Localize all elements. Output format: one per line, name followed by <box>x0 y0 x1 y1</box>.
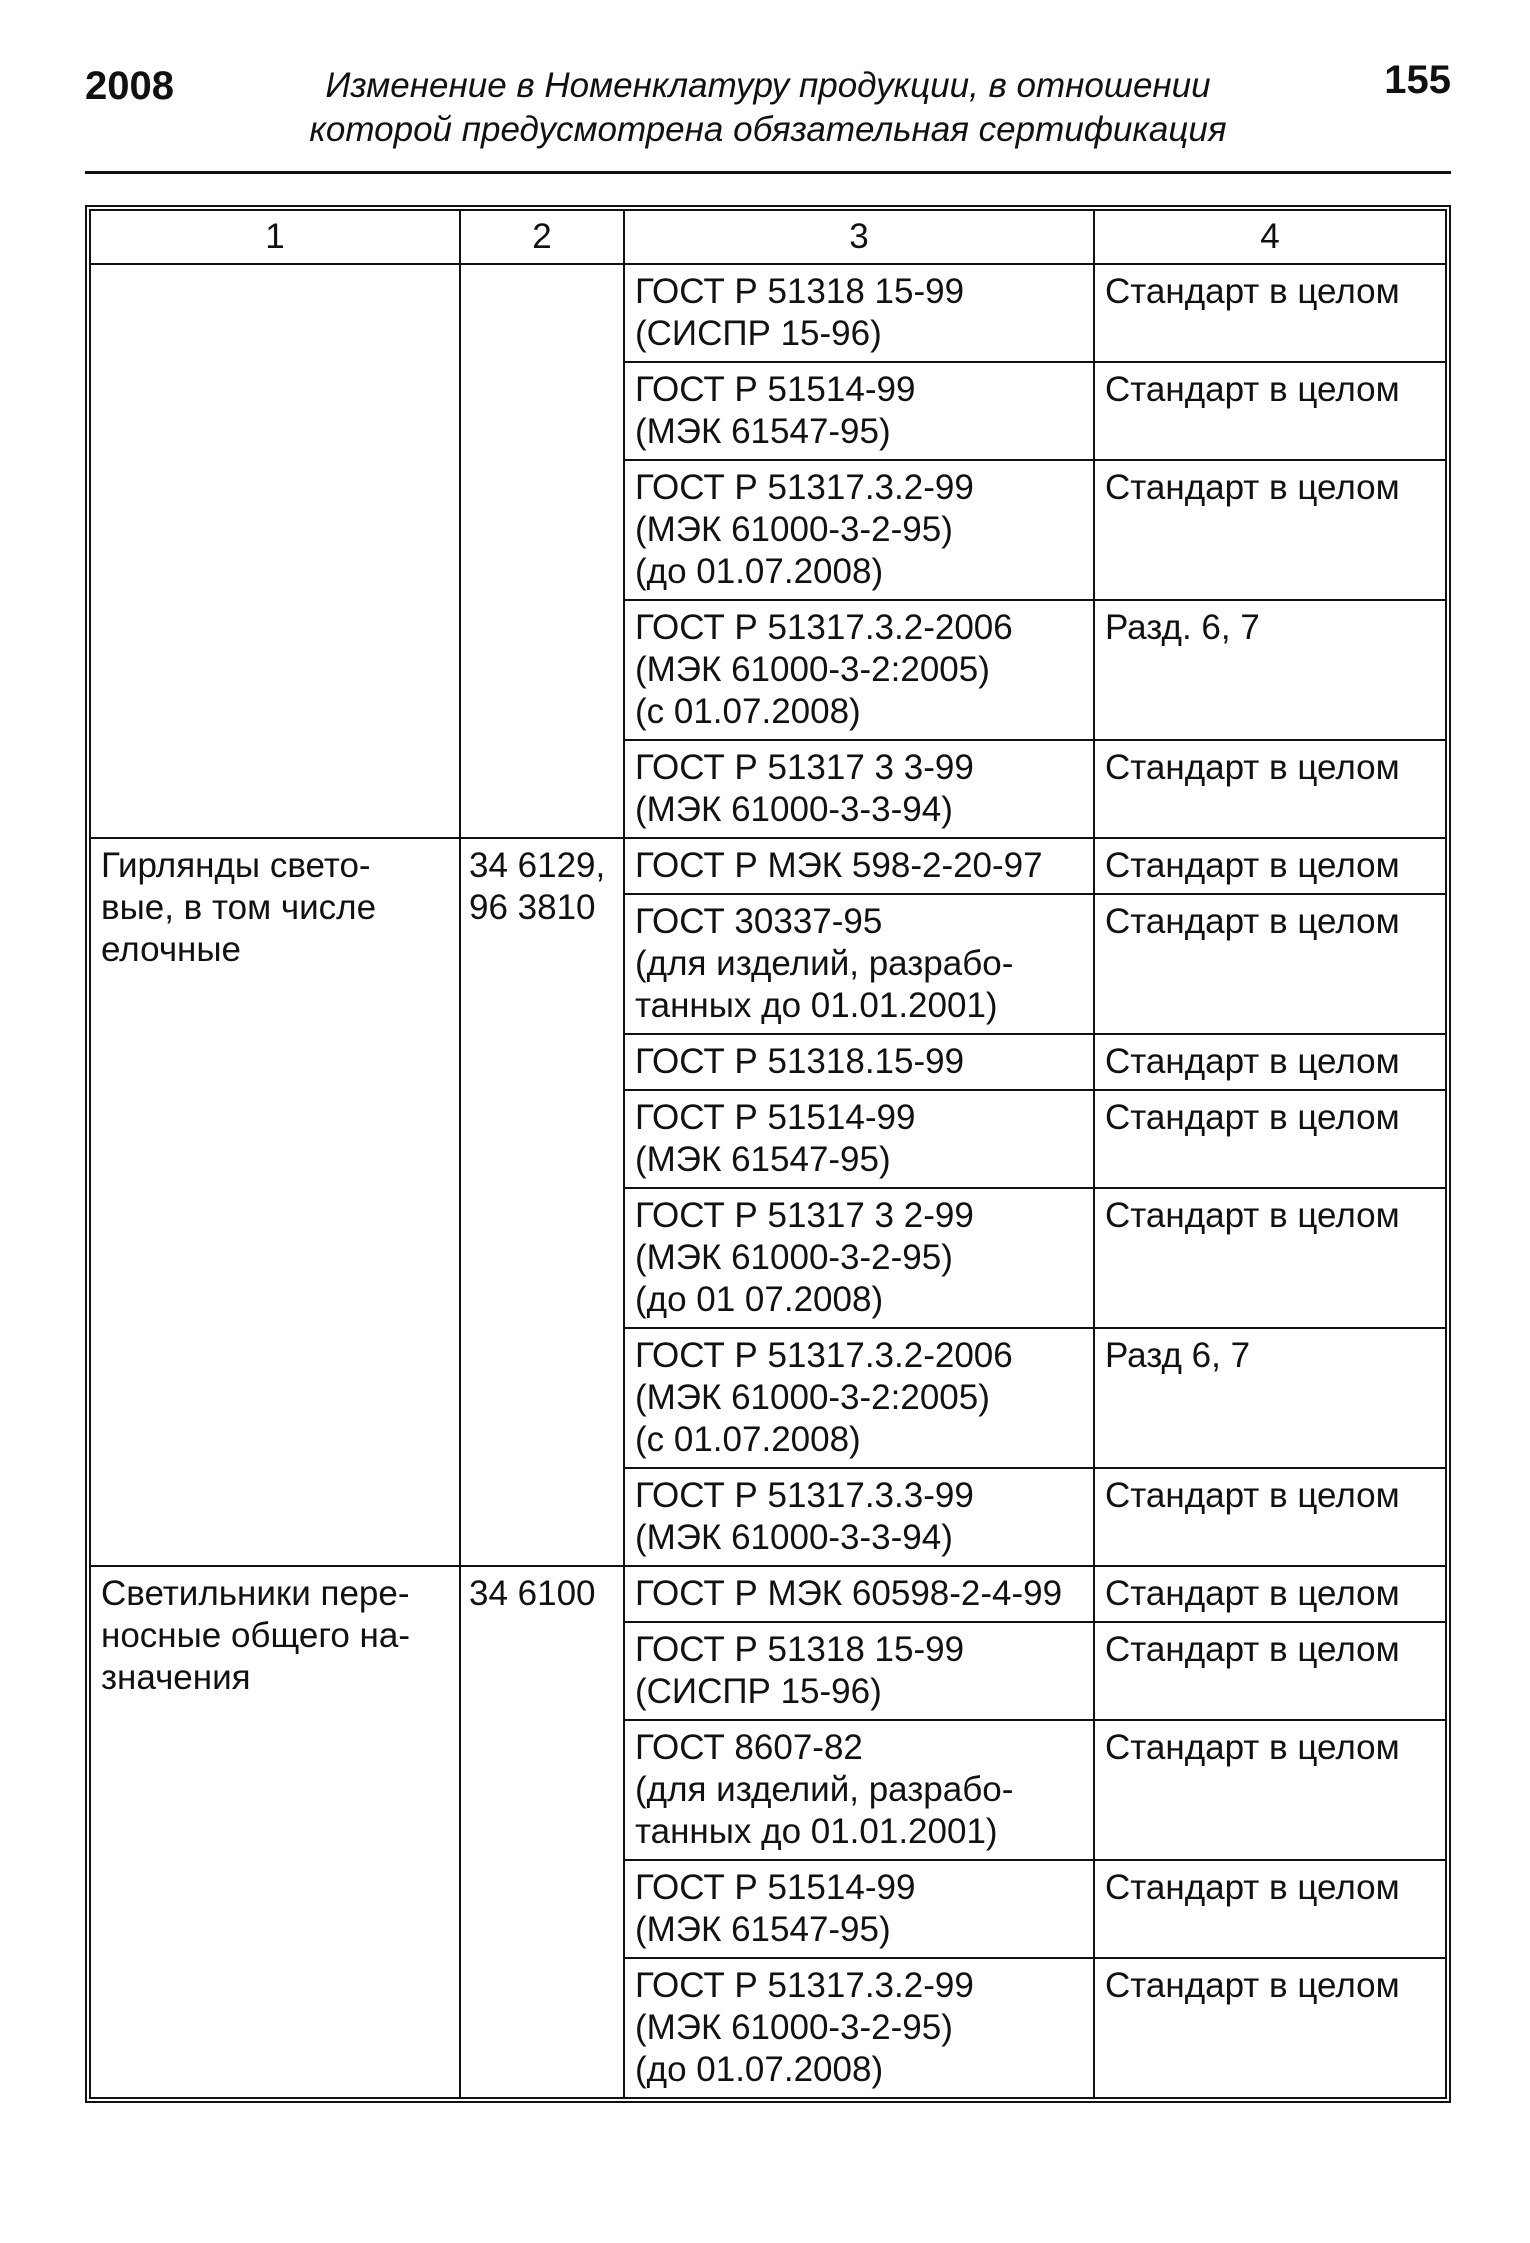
scope-text: Стандарт в целом <box>1105 1868 1400 1907</box>
standard-line: (МЭК 61000-3-2-95) <box>635 510 953 549</box>
standard-line: ГОСТ Р МЭК 598-2-20-97 <box>635 846 1043 885</box>
standard-line: танных до 01.01.2001) <box>635 1812 998 1851</box>
standard-cell <box>624 264 1094 362</box>
scope-cell <box>1094 1188 1446 1328</box>
standard-line: ГОСТ Р 51318.15-99 <box>635 1042 965 1081</box>
column-header-row <box>90 210 1446 264</box>
standard-cell <box>624 600 1094 740</box>
standard-cell <box>624 1188 1094 1328</box>
certification-table <box>89 209 1447 2099</box>
column-header: 3 <box>624 210 1094 264</box>
scope-cell <box>1094 740 1446 838</box>
standard-line: (до 01.07.2008) <box>635 2050 884 2089</box>
year-label: 2008 <box>85 64 174 108</box>
standard-line: ГОСТ 30337-95 <box>635 902 883 941</box>
product-name-cell <box>90 1566 460 2098</box>
product-name-line: вые, в том числе <box>101 888 377 927</box>
scope-cell <box>1094 460 1446 600</box>
scope-text: Стандарт в целом <box>1105 1966 1400 2005</box>
table-row <box>90 1566 1446 1622</box>
standard-line: (до 01 07.2008) <box>635 1280 884 1319</box>
scope-text: Стандарт в целом <box>1105 370 1400 409</box>
scope-text: Стандарт в целом <box>1105 272 1400 311</box>
scope-text: Стандарт в целом <box>1105 1630 1400 1669</box>
standard-line: ГОСТ Р 51317.3.2-2006 <box>635 1336 1013 1375</box>
product-name-line: Гирлянды свето- <box>101 846 371 885</box>
standard-line: ГОСТ Р 51318 15-99 <box>635 1630 965 1669</box>
scope-cell <box>1094 1860 1446 1958</box>
title-line: которой предусмотрена обязательная сертификация <box>309 110 1227 149</box>
scope-cell <box>1094 1328 1446 1468</box>
product-name-line: елочные <box>101 930 241 969</box>
standard-cell <box>624 1622 1094 1720</box>
certification-table-frame <box>85 205 1451 2103</box>
standard-line: ГОСТ Р 51318 15-99 <box>635 272 965 311</box>
scope-cell <box>1094 600 1446 740</box>
standard-cell <box>624 1720 1094 1860</box>
standard-cell <box>624 1328 1094 1468</box>
header-rule <box>85 171 1451 174</box>
standard-cell <box>624 1468 1094 1566</box>
scope-cell <box>1094 1034 1446 1090</box>
standard-cell <box>624 1860 1094 1958</box>
product-name-line: Светильники пере- <box>101 1574 410 1613</box>
standard-cell <box>624 460 1094 600</box>
standard-line: (МЭК 61000-3-2:2005) <box>635 1378 990 1417</box>
scope-cell <box>1094 894 1446 1034</box>
product-code-cell <box>460 838 624 1566</box>
standard-line: ГОСТ Р 51317 3 2-99 <box>635 1196 974 1235</box>
standard-line: (МЭК 61000-3-3-94) <box>635 790 953 829</box>
standard-line: (СИСПР 15-96) <box>635 314 882 353</box>
table-row <box>90 264 1446 362</box>
scope-cell <box>1094 1720 1446 1860</box>
product-name-cell <box>90 264 460 838</box>
standard-line: ГОСТ 8607-82 <box>635 1728 863 1767</box>
standard-line: ГОСТ Р 51317 3 3-99 <box>635 748 974 787</box>
scope-text: Стандарт в целом <box>1105 1042 1400 1081</box>
scope-text: Разд 6, 7 <box>1105 1336 1251 1375</box>
scope-text: Стандарт в целом <box>1105 1098 1400 1137</box>
scope-text: Стандарт в целом <box>1105 846 1400 885</box>
product-code-cell <box>460 264 624 838</box>
standard-line: (для изделий, разрабо- <box>635 944 1014 983</box>
page-title <box>85 64 1451 152</box>
page-number: 155 <box>1384 58 1451 102</box>
standard-line: ГОСТ Р 51317.3.2-99 <box>635 1966 974 2005</box>
table-body <box>90 264 1446 2098</box>
standard-line: ГОСТ Р 51317.3.3-99 <box>635 1476 974 1515</box>
title-line: Изменение в Номенклатуру продукции, в отношении <box>325 66 1211 105</box>
product-name-line: значения <box>101 1658 251 1697</box>
standard-cell <box>624 1090 1094 1188</box>
standard-cell <box>624 894 1094 1034</box>
product-code-line: 96 3810 <box>469 888 596 927</box>
standard-line: (МЭК 61000-3-2-95) <box>635 1238 953 1277</box>
column-header: 1 <box>90 210 460 264</box>
column-header: 2 <box>460 210 624 264</box>
standard-line: (МЭК 61547-95) <box>635 412 891 451</box>
scope-text: Стандарт в целом <box>1105 1574 1400 1613</box>
standard-line: (МЭК 61000-3-3-94) <box>635 1518 953 1557</box>
standard-line: (МЭК 61547-95) <box>635 1140 891 1179</box>
standard-cell <box>624 1958 1094 2098</box>
standard-cell <box>624 740 1094 838</box>
scope-cell <box>1094 362 1446 460</box>
standard-cell <box>624 1566 1094 1622</box>
standard-line: (СИСПР 15-96) <box>635 1672 882 1711</box>
standard-line: ГОСТ Р 51317.3.2-2006 <box>635 608 1013 647</box>
standard-cell <box>624 1034 1094 1090</box>
standard-cell <box>624 362 1094 460</box>
standard-line: ГОСТ Р 51514-99 <box>635 370 916 409</box>
scope-text: Стандарт в целом <box>1105 1476 1400 1515</box>
standard-line: ГОСТ Р 51514-99 <box>635 1868 916 1907</box>
standard-line: (МЭК 61547-95) <box>635 1910 891 1949</box>
column-header: 4 <box>1094 210 1446 264</box>
product-code-line: 34 6129, <box>469 846 606 885</box>
product-code-cell <box>460 1566 624 2098</box>
product-name-cell <box>90 838 460 1566</box>
table-row <box>90 838 1446 894</box>
scope-text: Стандарт в целом <box>1105 748 1400 787</box>
page-header <box>85 58 1451 158</box>
scope-text: Стандарт в целом <box>1105 468 1400 507</box>
standard-line: (МЭК 61000-3-2:2005) <box>635 650 990 689</box>
scope-cell <box>1094 1622 1446 1720</box>
scope-text: Стандарт в целом <box>1105 1196 1400 1235</box>
scope-cell <box>1094 838 1446 894</box>
scope-cell <box>1094 1090 1446 1188</box>
scope-text: Стандарт в целом <box>1105 902 1400 941</box>
standard-line: (для изделий, разрабо- <box>635 1770 1014 1809</box>
standard-line: танных до 01.01.2001) <box>635 986 998 1025</box>
scope-cell <box>1094 264 1446 362</box>
standard-line: (до 01.07.2008) <box>635 552 884 591</box>
standard-line: ГОСТ Р 51514-99 <box>635 1098 916 1137</box>
product-code-line: 34 6100 <box>469 1574 596 1613</box>
product-name-line: носные общего на- <box>101 1616 410 1655</box>
standard-cell <box>624 838 1094 894</box>
scope-cell <box>1094 1958 1446 2098</box>
standard-line: (с 01.07.2008) <box>635 692 861 731</box>
scope-text: Стандарт в целом <box>1105 1728 1400 1767</box>
scope-text: Разд. 6, 7 <box>1105 608 1260 647</box>
scope-cell <box>1094 1566 1446 1622</box>
standard-line: (МЭК 61000-3-2-95) <box>635 2008 953 2047</box>
standard-line: ГОСТ Р МЭК 60598-2-4-99 <box>635 1574 1063 1613</box>
scope-cell <box>1094 1468 1446 1566</box>
standard-line: (с 01.07.2008) <box>635 1420 861 1459</box>
standard-line: ГОСТ Р 51317.3.2-99 <box>635 468 974 507</box>
